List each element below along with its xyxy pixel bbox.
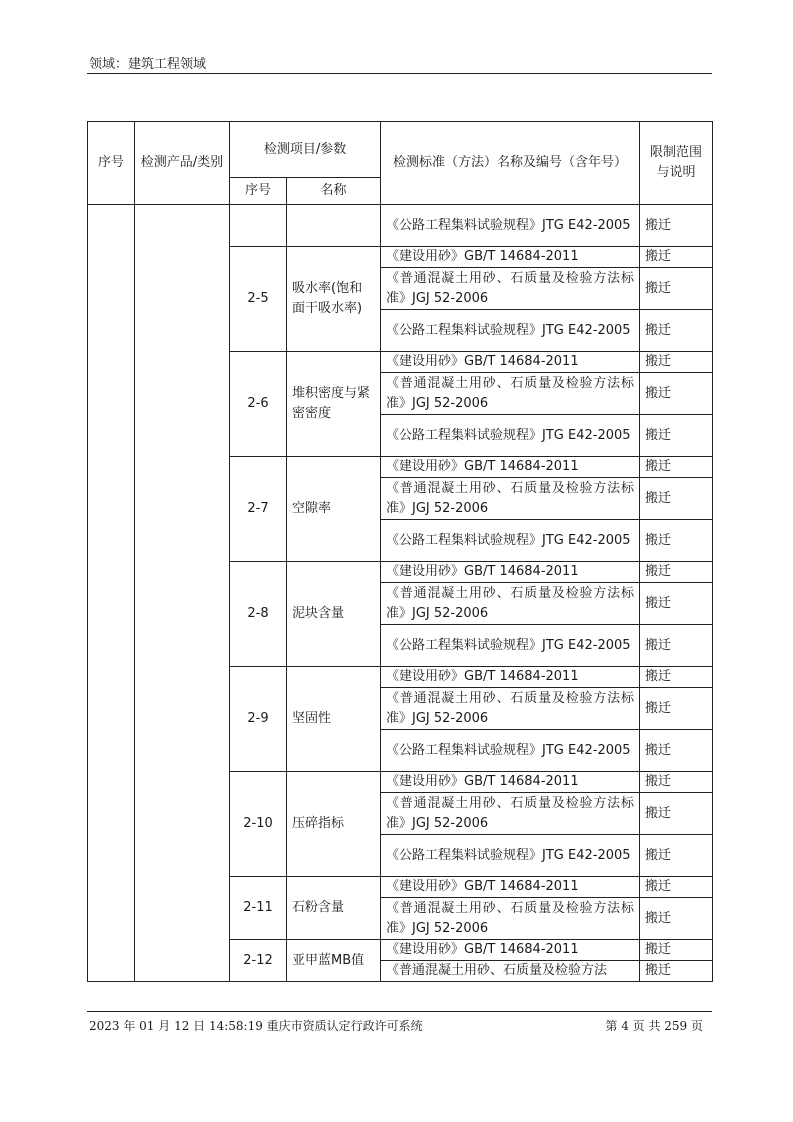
limit-cell: 搬迁 bbox=[640, 310, 713, 352]
item-name-cell: 空隙率 bbox=[287, 457, 381, 562]
limit-cell: 搬迁 bbox=[640, 247, 713, 268]
standard-cell: 《普通混凝土用砂、石质量及检验方法标准》JGJ 52-2006 bbox=[381, 373, 640, 415]
standard-cell: 《建设用砂》GB/T 14684-2011 bbox=[381, 457, 640, 478]
header-seq: 序号 bbox=[88, 122, 135, 205]
item-seq-cell: 2-6 bbox=[230, 352, 287, 457]
item-seq-cell: 2-8 bbox=[230, 562, 287, 667]
standard-cell: 《普通混凝土用砂、石质量及检验方法标准》JGJ 52-2006 bbox=[381, 793, 640, 835]
item-name-cell: 吸水率(饱和面干吸水率) bbox=[287, 247, 381, 352]
standard-cell: 《普通混凝土用砂、石质量及检验方法标准》JGJ 52-2006 bbox=[381, 478, 640, 520]
standard-cell: 《公路工程集料试验规程》JTG E42-2005 bbox=[381, 730, 640, 772]
item-seq-cell: 2-12 bbox=[230, 940, 287, 982]
standard-cell: 《建设用砂》GB/T 14684-2011 bbox=[381, 247, 640, 268]
limit-cell: 搬迁 bbox=[640, 667, 713, 688]
item-seq-cell: 2-9 bbox=[230, 667, 287, 772]
limit-cell: 搬迁 bbox=[640, 583, 713, 625]
standard-cell: 《建设用砂》GB/T 14684-2011 bbox=[381, 562, 640, 583]
standard-cell: 《建设用砂》GB/T 14684-2011 bbox=[381, 352, 640, 373]
limit-cell: 搬迁 bbox=[640, 205, 713, 247]
standards-table bbox=[87, 121, 713, 982]
seq-cell-empty bbox=[88, 205, 135, 982]
table-row bbox=[88, 205, 713, 247]
limit-cell: 搬迁 bbox=[640, 877, 713, 898]
footer-page-info: 第 4 页 共 259 页 bbox=[605, 1019, 703, 1033]
item-name-cell-empty bbox=[287, 205, 381, 247]
item-name-cell: 泥块含量 bbox=[287, 562, 381, 667]
item-seq-cell: 2-11 bbox=[230, 877, 287, 940]
limit-cell: 搬迁 bbox=[640, 520, 713, 562]
item-name-cell: 石粉含量 bbox=[287, 877, 381, 940]
limit-cell: 搬迁 bbox=[640, 835, 713, 877]
limit-cell: 搬迁 bbox=[640, 961, 713, 982]
item-name-cell: 亚甲蓝MB值 bbox=[287, 940, 381, 982]
standard-cell: 《建设用砂》GB/T 14684-2011 bbox=[381, 772, 640, 793]
header-divider bbox=[87, 73, 712, 74]
footer-divider bbox=[87, 1011, 712, 1012]
standard-cell: 《普通混凝土用砂、石质量及检验方法 bbox=[381, 961, 640, 982]
limit-cell: 搬迁 bbox=[640, 940, 713, 961]
standard-cell: 《公路工程集料试验规程》JTG E42-2005 bbox=[381, 520, 640, 562]
limit-cell: 搬迁 bbox=[640, 688, 713, 730]
limit-cell: 搬迁 bbox=[640, 625, 713, 667]
standard-cell: 《普通混凝土用砂、石质量及检验方法标准》JGJ 52-2006 bbox=[381, 583, 640, 625]
domain-label: 领域：建筑工程领域 bbox=[89, 57, 207, 72]
standard-cell: 《公路工程集料试验规程》JTG E42-2005 bbox=[381, 625, 640, 667]
header-product: 检测产品/类别 bbox=[135, 122, 230, 205]
product-cell-empty bbox=[135, 205, 230, 982]
item-name-cell: 堆积密度与紧密密度 bbox=[287, 352, 381, 457]
limit-cell: 搬迁 bbox=[640, 562, 713, 583]
standard-cell: 《公路工程集料试验规程》JTG E42-2005 bbox=[381, 415, 640, 457]
limit-cell: 搬迁 bbox=[640, 772, 713, 793]
standard-cell: 《建设用砂》GB/T 14684-2011 bbox=[381, 667, 640, 688]
item-name-cell: 坚固性 bbox=[287, 667, 381, 772]
limit-cell: 搬迁 bbox=[640, 793, 713, 835]
header-item-seq: 序号 bbox=[230, 178, 287, 205]
limit-cell: 搬迁 bbox=[640, 373, 713, 415]
limit-cell: 搬迁 bbox=[640, 898, 713, 940]
item-seq-cell: 2-7 bbox=[230, 457, 287, 562]
limit-cell: 搬迁 bbox=[640, 415, 713, 457]
standard-cell: 《公路工程集料试验规程》JTG E42-2005 bbox=[381, 205, 640, 247]
item-seq-cell: 2-10 bbox=[230, 772, 287, 877]
limit-cell: 搬迁 bbox=[640, 268, 713, 310]
standard-cell: 《建设用砂》GB/T 14684-2011 bbox=[381, 940, 640, 961]
standard-cell: 《公路工程集料试验规程》JTG E42-2005 bbox=[381, 835, 640, 877]
table-header-row bbox=[88, 122, 713, 178]
item-seq-cell: 2-5 bbox=[230, 247, 287, 352]
footer-timestamp: 2023 年 01 月 12 日 14:58:19 重庆市资质认定行政许可系统 bbox=[89, 1019, 423, 1033]
standard-cell: 《公路工程集料试验规程》JTG E42-2005 bbox=[381, 310, 640, 352]
limit-cell: 搬迁 bbox=[640, 478, 713, 520]
limit-cell: 搬迁 bbox=[640, 352, 713, 373]
limit-cell: 搬迁 bbox=[640, 457, 713, 478]
header-item-name: 名称 bbox=[287, 178, 381, 205]
limit-cell: 搬迁 bbox=[640, 730, 713, 772]
header-item: 检测项目/参数 bbox=[230, 122, 381, 178]
header-standard: 检测标准（方法）名称及编号（含年号） bbox=[381, 122, 640, 205]
item-name-cell: 压碎指标 bbox=[287, 772, 381, 877]
item-seq-cell-empty bbox=[230, 205, 287, 247]
standard-cell: 《普通混凝土用砂、石质量及检验方法标准》JGJ 52-2006 bbox=[381, 268, 640, 310]
standard-cell: 《建设用砂》GB/T 14684-2011 bbox=[381, 877, 640, 898]
header-limit: 限制范围与说明 bbox=[640, 122, 713, 205]
standard-cell: 《普通混凝土用砂、石质量及检验方法标准》JGJ 52-2006 bbox=[381, 688, 640, 730]
standard-cell: 《普通混凝土用砂、石质量及检验方法标准》JGJ 52-2006 bbox=[381, 898, 640, 940]
